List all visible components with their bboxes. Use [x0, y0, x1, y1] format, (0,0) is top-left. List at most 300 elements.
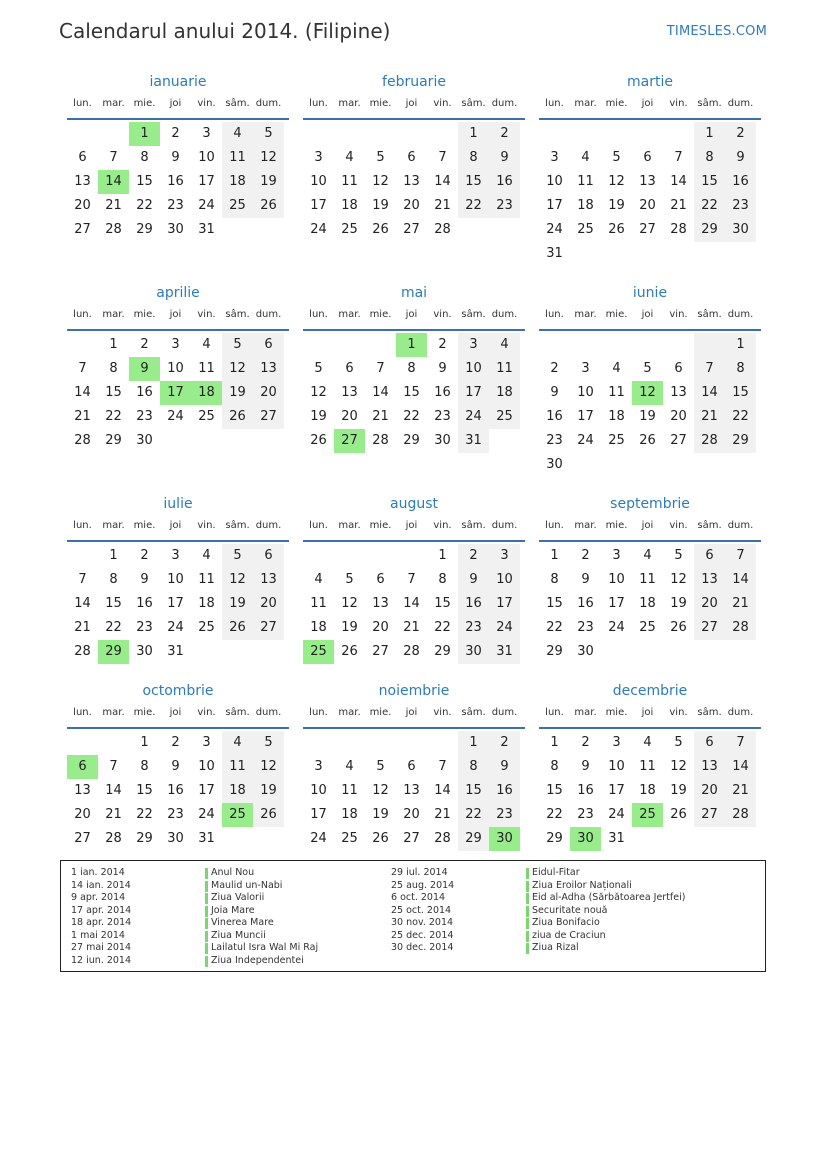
- day-cell: 26: [310, 433, 327, 448]
- weekday-label: mie.: [133, 520, 156, 531]
- empty-cell: [334, 731, 365, 755]
- weekday-header: [539, 514, 761, 542]
- month-mai: [303, 285, 525, 453]
- day-cell: 7: [674, 150, 683, 165]
- weekday-label: vin.: [669, 309, 688, 320]
- weekday-label: mie.: [605, 707, 628, 718]
- legend-marker: [205, 868, 208, 879]
- legend-holiday-name: Eidul-Fitar: [532, 867, 580, 878]
- holiday-day-cell: 1: [129, 122, 160, 146]
- day-cell: 27: [253, 405, 284, 429]
- weekday-label: joi: [169, 98, 182, 109]
- day-cell: 31: [489, 640, 520, 664]
- day-cell: 19: [222, 381, 253, 405]
- legend-holiday-name: Ziua Bonifacio: [532, 917, 600, 928]
- weekday-label: mar.: [102, 520, 125, 531]
- month-noiembrie: [303, 683, 525, 851]
- weekday-label: mar.: [338, 309, 361, 320]
- legend-marker: [205, 893, 208, 904]
- day-cell: 20: [403, 807, 420, 822]
- day-cell: 23: [725, 194, 756, 218]
- day-cell: 31: [458, 429, 489, 453]
- day-cell: 22: [694, 194, 725, 218]
- weekday-label: sâm.: [697, 98, 722, 109]
- legend-holiday-name: Ziua Muncii: [211, 929, 266, 941]
- empty-cell: [334, 544, 365, 568]
- day-cell: 13: [670, 385, 687, 400]
- day-cell: 10: [310, 783, 327, 798]
- day-cell: 20: [403, 198, 420, 213]
- empty-cell: [365, 333, 396, 357]
- day-cell: 13: [403, 783, 420, 798]
- day-cell: 18: [198, 596, 215, 611]
- day-grid: [539, 122, 761, 266]
- day-cell: 16: [136, 596, 153, 611]
- legend-date: 17 apr. 2014: [71, 904, 132, 916]
- weekday-label: dum.: [727, 520, 754, 531]
- day-cell: 23: [167, 198, 184, 213]
- weekday-label: sâm.: [461, 707, 486, 718]
- weekday-label: mie.: [605, 520, 628, 531]
- day-cell: 30: [577, 644, 594, 659]
- empty-cell: [365, 731, 396, 755]
- day-cell: 3: [314, 759, 323, 774]
- day-cell: 28: [74, 433, 91, 448]
- weekday-label: mie.: [605, 98, 628, 109]
- legend-marker: [205, 931, 208, 942]
- day-cell: 22: [458, 803, 489, 827]
- day-cell: 15: [725, 381, 756, 405]
- holiday-legend: [60, 860, 766, 972]
- day-cell: 5: [376, 759, 385, 774]
- month-septembrie: [539, 496, 761, 664]
- day-cell: 23: [489, 194, 520, 218]
- day-cell: 1: [550, 735, 559, 750]
- day-cell: 7: [438, 759, 447, 774]
- day-cell: 28: [670, 222, 687, 237]
- brand-link[interactable]: TIMESLES.COM: [666, 24, 767, 39]
- holiday-day-cell: 25: [632, 803, 663, 827]
- weekday-label: mar.: [574, 520, 597, 531]
- weekday-label: mie.: [605, 309, 628, 320]
- day-cell: 18: [341, 807, 358, 822]
- weekday-header: [67, 303, 289, 331]
- weekday-label: vin.: [197, 98, 216, 109]
- weekday-label: lun.: [309, 309, 328, 320]
- day-cell: 13: [639, 174, 656, 189]
- day-cell: 18: [489, 381, 520, 405]
- day-cell: 10: [198, 150, 215, 165]
- day-cell: 2: [140, 548, 149, 563]
- legend-marker: [526, 893, 529, 904]
- day-cell: 16: [458, 592, 489, 616]
- day-cell: 23: [577, 807, 594, 822]
- day-cell: 6: [694, 544, 725, 568]
- day-cell: 10: [608, 572, 625, 587]
- day-cell: 18: [639, 783, 656, 798]
- day-cell: 31: [198, 831, 215, 846]
- day-cell: 23: [167, 807, 184, 822]
- weekday-label: joi: [169, 707, 182, 718]
- day-cell: 4: [643, 548, 652, 563]
- weekday-label: dum.: [491, 98, 518, 109]
- month-iulie: [67, 496, 289, 664]
- empty-cell: [303, 544, 334, 568]
- day-cell: 12: [253, 146, 284, 170]
- day-cell: 14: [434, 174, 451, 189]
- day-cell: 1: [725, 333, 756, 357]
- day-cell: 3: [581, 361, 590, 376]
- day-cell: 7: [78, 361, 87, 376]
- page-title: Calendarul anului 2014. (Filipine): [59, 19, 391, 43]
- day-cell: 27: [694, 616, 725, 640]
- day-cell: 6: [376, 572, 385, 587]
- day-cell: 14: [670, 174, 687, 189]
- day-cell: 15: [105, 596, 122, 611]
- day-cell: 26: [341, 644, 358, 659]
- legend-marker: [526, 943, 529, 954]
- empty-cell: [334, 333, 365, 357]
- legend-holiday-name: ziua de Craciun: [532, 929, 606, 941]
- day-cell: 30: [167, 222, 184, 237]
- legend-date: 9 apr. 2014: [71, 892, 126, 903]
- weekday-label: joi: [641, 309, 654, 320]
- day-cell: 27: [670, 433, 687, 448]
- day-grid: [303, 333, 525, 453]
- day-cell: 5: [674, 548, 683, 563]
- day-cell: 21: [372, 409, 389, 424]
- day-cell: 12: [341, 596, 358, 611]
- day-cell: 23: [136, 409, 153, 424]
- day-cell: 31: [167, 644, 184, 659]
- day-cell: 12: [608, 174, 625, 189]
- weekday-label: joi: [641, 707, 654, 718]
- holiday-day-cell: 14: [98, 170, 129, 194]
- day-cell: 14: [725, 568, 756, 592]
- empty-cell: [396, 122, 427, 146]
- day-cell: 25: [639, 620, 656, 635]
- weekday-label: mar.: [102, 707, 125, 718]
- day-cell: 8: [458, 755, 489, 779]
- day-cell: 6: [674, 361, 683, 376]
- weekday-label: lun.: [545, 309, 564, 320]
- day-cell: 17: [458, 381, 489, 405]
- day-cell: 24: [577, 433, 594, 448]
- empty-cell: [365, 544, 396, 568]
- day-cell: 19: [372, 807, 389, 822]
- empty-cell: [67, 544, 98, 568]
- month-name: martie: [627, 74, 673, 90]
- weekday-label: sâm.: [225, 520, 250, 531]
- day-cell: 25: [198, 620, 215, 635]
- day-cell: 9: [458, 568, 489, 592]
- day-cell: 1: [140, 735, 149, 750]
- day-cell: 20: [694, 779, 725, 803]
- day-cell: 28: [74, 644, 91, 659]
- day-cell: 11: [341, 783, 358, 798]
- day-cell: 10: [608, 759, 625, 774]
- day-cell: 14: [105, 783, 122, 798]
- weekday-label: mar.: [574, 98, 597, 109]
- day-cell: 18: [222, 170, 253, 194]
- month-name: august: [390, 496, 438, 512]
- day-cell: 21: [694, 405, 725, 429]
- day-cell: 16: [725, 170, 756, 194]
- day-cell: 26: [372, 222, 389, 237]
- weekday-label: sâm.: [461, 98, 486, 109]
- day-cell: 22: [434, 620, 451, 635]
- day-cell: 26: [372, 831, 389, 846]
- weekday-label: vin.: [433, 309, 452, 320]
- day-cell: 4: [581, 150, 590, 165]
- day-cell: 4: [222, 122, 253, 146]
- day-cell: 21: [725, 592, 756, 616]
- day-cell: 24: [458, 405, 489, 429]
- day-cell: 28: [725, 803, 756, 827]
- weekday-label: sâm.: [461, 309, 486, 320]
- day-cell: 19: [372, 198, 389, 213]
- day-cell: 6: [643, 150, 652, 165]
- day-cell: 15: [546, 783, 563, 798]
- day-cell: 29: [403, 433, 420, 448]
- day-cell: 29: [546, 831, 563, 846]
- day-cell: 5: [345, 572, 354, 587]
- day-cell: 26: [222, 616, 253, 640]
- month-februarie: [303, 74, 525, 242]
- legend-date: 1 ian. 2014: [71, 867, 125, 878]
- day-cell: 22: [458, 194, 489, 218]
- day-cell: 14: [74, 385, 91, 400]
- day-cell: 11: [222, 755, 253, 779]
- day-cell: 20: [253, 592, 284, 616]
- day-cell: 4: [222, 731, 253, 755]
- day-cell: 15: [546, 596, 563, 611]
- month-name: mai: [400, 285, 428, 301]
- day-cell: 28: [105, 831, 122, 846]
- day-cell: 27: [694, 803, 725, 827]
- day-cell: 24: [198, 807, 215, 822]
- legend-marker: [205, 956, 208, 967]
- day-cell: 3: [171, 548, 180, 563]
- empty-cell: [303, 731, 334, 755]
- day-cell: 22: [105, 409, 122, 424]
- day-cell: 18: [608, 409, 625, 424]
- weekday-label: sâm.: [461, 520, 486, 531]
- weekday-label: vin.: [197, 520, 216, 531]
- empty-cell: [303, 122, 334, 146]
- day-cell: 11: [639, 572, 656, 587]
- weekday-label: lun.: [309, 520, 328, 531]
- day-cell: 15: [136, 783, 153, 798]
- day-cell: 5: [643, 361, 652, 376]
- weekday-label: mie.: [133, 98, 156, 109]
- day-cell: 3: [202, 735, 211, 750]
- month-name: aprilie: [156, 285, 200, 301]
- weekday-label: mie.: [369, 707, 392, 718]
- day-cell: 23: [577, 620, 594, 635]
- legend-date: 25 oct. 2014: [391, 904, 452, 916]
- day-cell: 9: [550, 385, 559, 400]
- day-cell: 10: [167, 572, 184, 587]
- day-cell: 2: [140, 337, 149, 352]
- empty-cell: [539, 122, 570, 146]
- day-cell: 31: [546, 246, 563, 261]
- day-cell: 18: [222, 779, 253, 803]
- day-cell: 9: [581, 759, 590, 774]
- day-cell: 11: [577, 174, 594, 189]
- legend-holiday-name: Joia Mare: [211, 904, 255, 916]
- day-cell: 23: [546, 433, 563, 448]
- legend-marker: [526, 906, 529, 917]
- day-cell: 8: [109, 361, 118, 376]
- day-cell: 16: [577, 783, 594, 798]
- empty-cell: [98, 731, 129, 755]
- day-cell: 2: [171, 126, 180, 141]
- day-cell: 28: [434, 222, 451, 237]
- day-cell: 12: [310, 385, 327, 400]
- day-cell: 6: [694, 731, 725, 755]
- day-cell: 16: [434, 385, 451, 400]
- day-cell: 19: [310, 409, 327, 424]
- legend-date: 27 mai 2014: [71, 942, 132, 953]
- day-cell: 10: [310, 174, 327, 189]
- day-cell: 4: [612, 361, 621, 376]
- day-cell: 13: [341, 385, 358, 400]
- day-cell: 12: [372, 174, 389, 189]
- day-cell: 21: [74, 620, 91, 635]
- day-cell: 20: [74, 807, 91, 822]
- month-name: decembrie: [612, 683, 688, 699]
- empty-cell: [396, 731, 427, 755]
- day-cell: 13: [403, 174, 420, 189]
- day-cell: 1: [550, 548, 559, 563]
- day-cell: 21: [105, 198, 122, 213]
- day-cell: 5: [612, 150, 621, 165]
- month-name: februarie: [382, 74, 446, 90]
- day-cell: 27: [403, 222, 420, 237]
- day-cell: 22: [136, 198, 153, 213]
- legend-marker: [205, 943, 208, 954]
- day-cell: 15: [458, 170, 489, 194]
- day-cell: 26: [222, 405, 253, 429]
- day-cell: 8: [550, 759, 559, 774]
- day-cell: 23: [136, 620, 153, 635]
- day-cell: 28: [105, 222, 122, 237]
- weekday-label: sâm.: [697, 520, 722, 531]
- day-cell: 2: [489, 731, 520, 755]
- day-cell: 11: [310, 596, 327, 611]
- legend-holiday-name: Securitate nouă: [532, 904, 608, 916]
- day-cell: 3: [612, 548, 621, 563]
- day-cell: 5: [253, 731, 284, 755]
- day-cell: 14: [725, 755, 756, 779]
- weekday-label: mar.: [338, 520, 361, 531]
- month-august: [303, 496, 525, 664]
- day-cell: 4: [314, 572, 323, 587]
- day-cell: 18: [577, 198, 594, 213]
- day-cell: 5: [222, 544, 253, 568]
- day-cell: 20: [253, 381, 284, 405]
- day-cell: 17: [577, 409, 594, 424]
- day-cell: 30: [546, 457, 563, 472]
- legend-holiday-name: Ziua Rizal: [532, 942, 579, 953]
- day-cell: 17: [608, 596, 625, 611]
- day-cell: 30: [167, 831, 184, 846]
- month-name: octombrie: [142, 683, 214, 699]
- empty-cell: [396, 544, 427, 568]
- day-cell: 19: [341, 620, 358, 635]
- day-cell: 25: [608, 433, 625, 448]
- weekday-label: dum.: [491, 707, 518, 718]
- day-cell: 7: [694, 357, 725, 381]
- day-cell: 29: [434, 644, 451, 659]
- day-cell: 30: [136, 644, 153, 659]
- day-cell: 14: [372, 385, 389, 400]
- legend-holiday-name: Vinerea Mare: [211, 917, 274, 928]
- holiday-day-cell: 1: [396, 333, 427, 357]
- weekday-header: [303, 92, 525, 120]
- weekday-label: mie.: [369, 520, 392, 531]
- day-cell: 14: [694, 381, 725, 405]
- day-cell: 16: [577, 596, 594, 611]
- day-cell: 29: [136, 831, 153, 846]
- month-ianuarie: [67, 74, 289, 242]
- weekday-label: joi: [405, 707, 418, 718]
- day-cell: 17: [198, 783, 215, 798]
- weekday-label: joi: [169, 520, 182, 531]
- day-cell: 19: [608, 198, 625, 213]
- month-octombrie: [67, 683, 289, 851]
- legend-date: 1 mai 2014: [71, 929, 125, 941]
- day-cell: 10: [489, 568, 520, 592]
- day-cell: 7: [376, 361, 385, 376]
- day-cell: 12: [670, 759, 687, 774]
- empty-cell: [694, 333, 725, 357]
- day-cell: 9: [725, 146, 756, 170]
- legend-date: 14 ian. 2014: [71, 879, 131, 891]
- day-cell: 24: [489, 616, 520, 640]
- holiday-day-cell: 30: [489, 827, 520, 851]
- day-cell: 27: [403, 831, 420, 846]
- day-cell: 4: [202, 548, 211, 563]
- day-cell: 11: [608, 385, 625, 400]
- legend-marker: [526, 918, 529, 929]
- weekday-header: [303, 701, 525, 729]
- weekday-label: sâm.: [225, 707, 250, 718]
- day-cell: 16: [167, 174, 184, 189]
- day-cell: 16: [489, 170, 520, 194]
- day-grid: [67, 731, 289, 851]
- day-cell: 8: [725, 357, 756, 381]
- day-cell: 20: [341, 409, 358, 424]
- day-cell: 28: [694, 429, 725, 453]
- holiday-day-cell: 9: [129, 357, 160, 381]
- holiday-day-cell: 18: [191, 381, 222, 405]
- weekday-label: dum.: [255, 520, 282, 531]
- day-cell: 19: [253, 170, 284, 194]
- weekday-label: vin.: [669, 520, 688, 531]
- legend-marker: [526, 931, 529, 942]
- day-cell: 16: [546, 409, 563, 424]
- day-cell: 12: [253, 755, 284, 779]
- legend-holiday-name: Eid al-Adha (Sărbătoarea Jertfei): [532, 892, 686, 903]
- day-cell: 13: [74, 783, 91, 798]
- weekday-label: mie.: [133, 707, 156, 718]
- day-cell: 8: [140, 759, 149, 774]
- weekday-label: dum.: [727, 98, 754, 109]
- month-iunie: [539, 285, 761, 477]
- legend-date: 12 iun. 2014: [71, 954, 132, 966]
